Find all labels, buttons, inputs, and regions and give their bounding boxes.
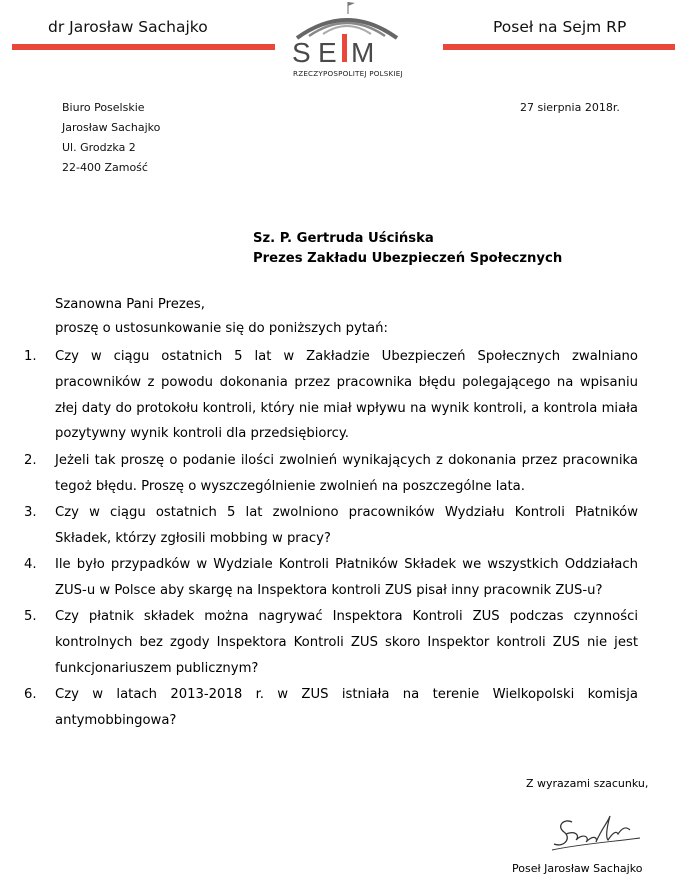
letter-date: 27 sierpnia 2018r. [520,101,620,114]
sender-address [62,98,160,178]
header-accent-bar-left [12,44,275,50]
question-text: Jeżeli tak proszę o podanie ilości zwolnień wynikających z dokonania przez pracownika tegoż błędu. Proszę o wyszczególnienie zwolnień na poszczególne lata. [55,453,638,494]
question-text: Czy w latach 2013-2018 r. w ZUS istniała na terenie Wielkopolski komisja antymobbingowa? [55,687,638,728]
question-item [24,500,638,552]
question-item [24,344,638,447]
intro-text: proszę o ustosunkowanie się do poniższych pytań: [55,321,388,336]
recipient-title: Prezes Zakładu Ubezpieczeń Społecznych [253,251,563,266]
recipient-name: Sz. P. Gertruda Uścińska [253,231,434,246]
logo-subtitle: RZECZYPOSPOLITEJ POLSKIEJ [293,69,403,78]
recipient-block [253,229,562,269]
sender-line: Jarosław Sachajko [62,121,161,134]
svg-text:M: M [351,37,375,68]
question-number: 1. [24,349,37,364]
closing-text: Z wyrazami szacunku, [526,777,649,790]
question-number: 5. [24,609,37,624]
question-number: 2. [24,453,37,468]
question-number: 6. [24,687,37,702]
question-number: 4. [24,557,37,572]
question-item [24,448,638,500]
question-text: Ile było przypadków w Wydziale Kontroli Płatników Składek we wszystkich Oddziałach ZUS-u w Polsce aby skargę na Inspektora kontroli ZUS pisał inny pracownik ZUS-u? [55,557,638,598]
question-text: Czy płatnik składek można nagrywać Inspektora Kontroli ZUS podczas czynności kontrolnych bez zgody Inspektora Kontroli ZUS skoro Inspektor kontroli ZUS nie jest funkcjonariuszem publicznym? [55,609,638,676]
sender-line: 22-400 Zamość [62,161,148,174]
sender-line: Biuro Poselskie [62,101,145,114]
sender-line: Ul. Grodzka 2 [62,141,136,154]
question-number: 3. [24,505,37,520]
svg-text:E: E [318,37,337,68]
signer-name: Poseł Jarosław Sachajko [512,862,643,875]
header-name: dr Jarosław Sachajko [48,18,208,36]
handwritten-signature [550,808,642,858]
svg-text:S: S [292,37,315,68]
question-item [24,682,638,734]
question-item [24,604,638,681]
header-title: Poseł na Sejm RP [493,18,627,36]
question-item [24,552,638,604]
question-text: Czy w ciągu ostatnich 5 lat w Zakładzie Ubezpieczeń Społecznych zwalniano pracowników z powodu dokonania przez pracownika błędu polegającego na wpisaniu złej daty do protokołu kontroli, który nie miał wpływu na wynik kontroli, a kontrola miała pozytywny wynik kontroli dla przedsiębiorcy. [55,349,638,442]
greeting: Szanowna Pani Prezes, [55,297,205,312]
question-text: Czy w ciągu ostatnich 5 lat zwolniono pracowników Wydziału Kontroli Płatników Składek, którzy zgłosili mobbing w pracy? [55,505,638,546]
header-accent-bar-right [443,44,675,50]
